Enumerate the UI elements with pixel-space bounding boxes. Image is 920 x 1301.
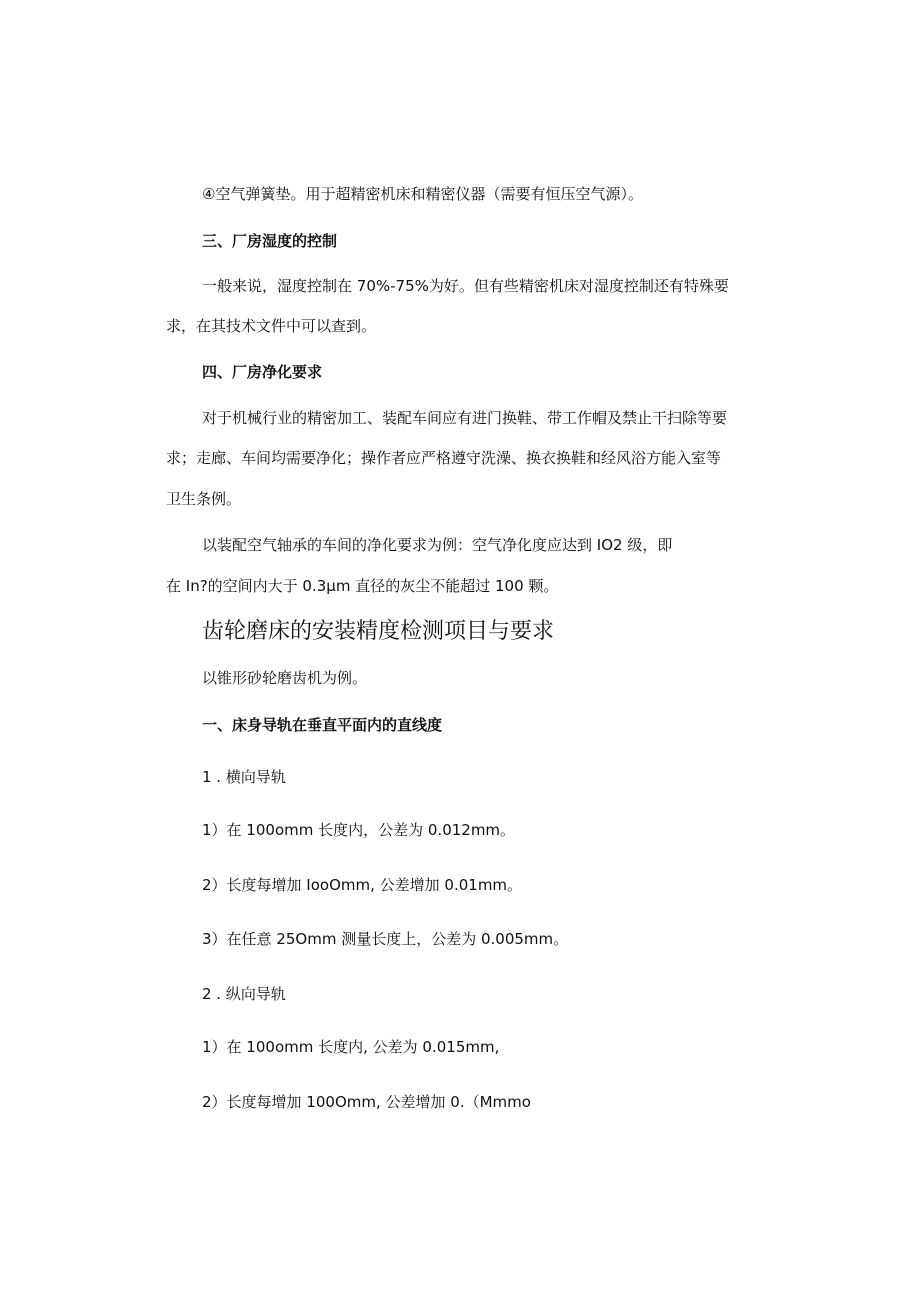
longitudinal-item-1: 1）在 100omm 长度内, 公差为 0.015mm, (202, 1038, 500, 1056)
longitudinal-item-2: 2）长度每增加 100Omm, 公差增加 0.（Mmmo (202, 1093, 531, 1111)
section-title: 齿轮磨床的安装精度检测项目与要求 (202, 619, 555, 644)
paragraph-humidity-line-1: 一般来说，湿度控制在 70%-75%为好。但有些精密机床对湿度控制还有特殊要 (202, 277, 729, 295)
paragraph-cleanliness-line-1: 对于机械行业的精密加工、装配车间应有进门换鞋、带工作帽及禁止干扫除等要 (202, 409, 728, 427)
paragraph-cleanliness-line-2: 求；走廊、车间均需要净化；操作者应严格遵守洗澡、换衣换鞋和经风浴方能入室等 (166, 449, 722, 467)
heading-cleanliness: 四、厂房净化要求 (202, 363, 323, 381)
section-intro: 以锥形砂轮磨齿机为例。 (202, 669, 368, 687)
paragraph-cleanliness-line-3: 卫生条例。 (166, 490, 242, 508)
subheading-longitudinal-guide: 2 . 纵向导轨 (202, 985, 286, 1003)
paragraph-air-bearing-line-1: 以装配空气轴承的车间的净化要求为例：空气净化度应达到 IO2 级，即 (202, 536, 673, 554)
paragraph-humidity-line-2: 求，在其技术文件中可以查到。 (166, 317, 377, 335)
transverse-item-3: 3）在任意 25Omm 测量长度上，公差为 0.005mm。 (202, 930, 569, 948)
transverse-item-2: 2）长度每增加 IooOmm, 公差增加 0.01mm。 (202, 876, 523, 894)
transverse-item-1: 1）在 100omm 长度内，公差为 0.012mm。 (202, 821, 516, 839)
paragraph-air-bearing-line-2: 在 In?的空间内大于 0.3μm 直径的灰尘不能超过 100 颗。 (166, 577, 559, 595)
subheading-transverse-guide: 1 . 横向导轨 (202, 768, 286, 786)
heading-humidity-control: 三、厂房湿度的控制 (202, 232, 338, 250)
paragraph-air-spring: ④空气弹簧垫。用于超精密机床和精密仪器（需要有恒压空气源）。 (202, 185, 643, 203)
heading-bed-guideway: 一、床身导轨在垂直平面内的直线度 (202, 716, 443, 734)
